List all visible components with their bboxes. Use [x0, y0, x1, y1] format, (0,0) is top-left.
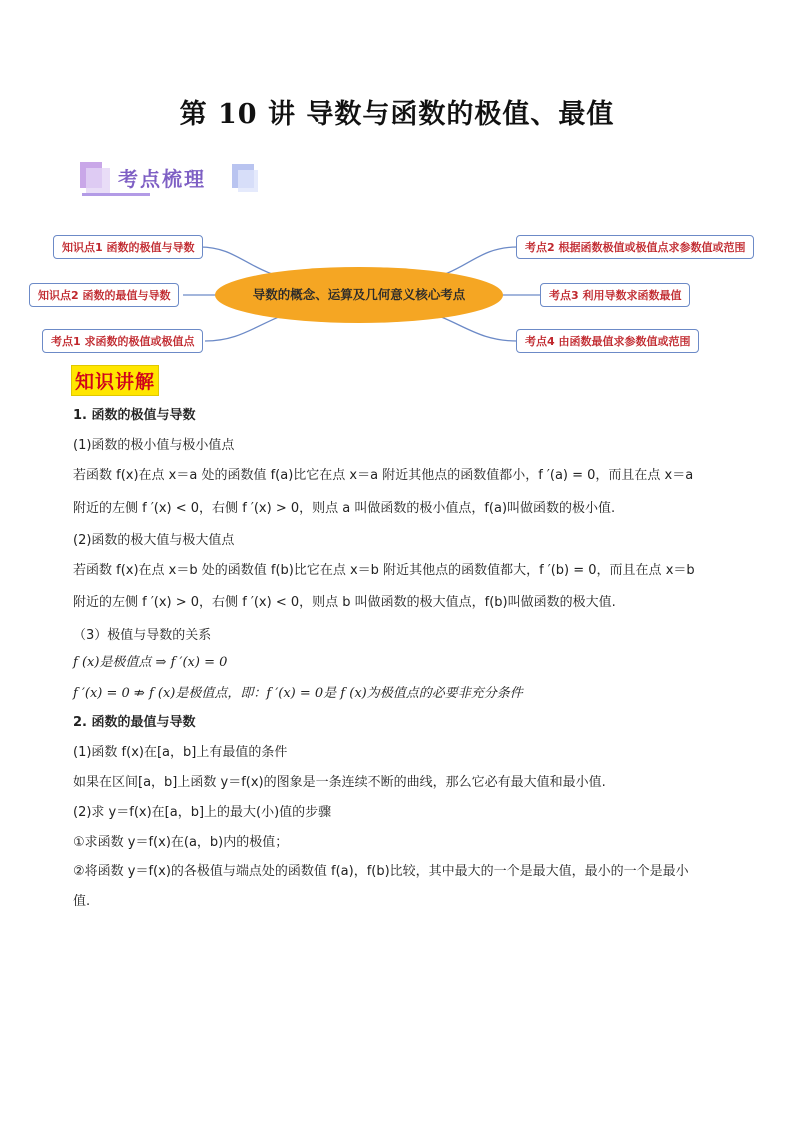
subheading: （3）极值与导数的关系: [73, 628, 212, 643]
paragraph-line: ②将函数 y＝f(x)的各极值与端点处的函数值 f(a)，f(b)比较，其中最大的一个是最大值，最小的一个是最小: [73, 864, 689, 879]
paragraph-line: 若函数 f(x)在点 x＝a 处的函数值 f(a)比它在点 x＝a 附近其他点的函数值都小，f ′(a) = 0，而且在点 x＝a: [73, 468, 694, 483]
subheading: (2)求 y＝f(x)在[a，b]上的最大(小)值的步骤: [73, 805, 332, 820]
banner-decoration: [86, 168, 110, 194]
paragraph-line: 若函数 f(x)在点 x＝b 处的函数值 f(b)比它在点 x＝b 附近其他点的函数值都大，f ′(b) = 0，而且在点 x＝b: [73, 563, 695, 578]
section-tag: 知识讲解: [71, 365, 159, 396]
paragraph-line: 值.: [73, 894, 91, 909]
paragraph-line: ①求函数 y＝f(x)在(a，b)内的极值；: [73, 835, 289, 850]
paragraph-line: 附近的左侧 f ′(x) < 0，右侧 f ′(x) > 0，则点 a 叫做函数的极小值点，f(a)叫做函数的极小值.: [73, 501, 616, 516]
paragraph-line: 附近的左侧 f ′(x) > 0，右侧 f ′(x) < 0，则点 b 叫做函数的极大值点，f(b)叫做函数的极大值.: [73, 595, 616, 610]
paragraph-line: 如果在区间[a，b]上函数 y＝f(x)的图象是一条连续不断的曲线，那么它必有最大值和最小值.: [73, 775, 606, 790]
formula-line: f ′(x) = 0 ⇏ f (x)是极值点，即：f ′(x) = 0是 f (x)为极值点的必要非充分条件: [73, 686, 523, 701]
subheading: (1)函数的极小值与极小值点: [73, 438, 235, 453]
banner-title: 考点梳理: [118, 167, 206, 191]
formula-line: f (x)是极值点 ⇒ f ′(x) = 0: [73, 655, 228, 670]
mindmap-node-right-2: 考点3 利用导数求函数最值: [540, 283, 690, 307]
heading-2: 2. 函数的最值与导数: [73, 715, 196, 730]
section-banner: [78, 160, 260, 198]
page-title: 第 10 讲 导数与函数的极值、最值: [179, 99, 615, 130]
mindmap-node-left-3: 考点1 求函数的极值或极值点: [42, 329, 203, 353]
subheading: (1)函数 f(x)在[a，b]上有最值的条件: [73, 745, 288, 760]
subheading: (2)函数的极大值与极大值点: [73, 533, 235, 548]
mindmap-node-left-2: 知识点2 函数的最值与导数: [29, 283, 179, 307]
mindmap-node-right-1: 考点2 根据函数极值或极值点求参数值或范围: [516, 235, 754, 259]
mindmap-center: 导数的概念、运算及几何意义核心考点: [215, 267, 503, 323]
heading-1: 1. 函数的极值与导数: [73, 408, 196, 423]
banner-decoration: [238, 170, 258, 192]
banner-underline: [82, 193, 150, 196]
mindmap-node-right-3: 考点4 由函数最值求参数值或范围: [516, 329, 699, 353]
mindmap-node-left-1: 知识点1 函数的极值与导数: [53, 235, 203, 259]
